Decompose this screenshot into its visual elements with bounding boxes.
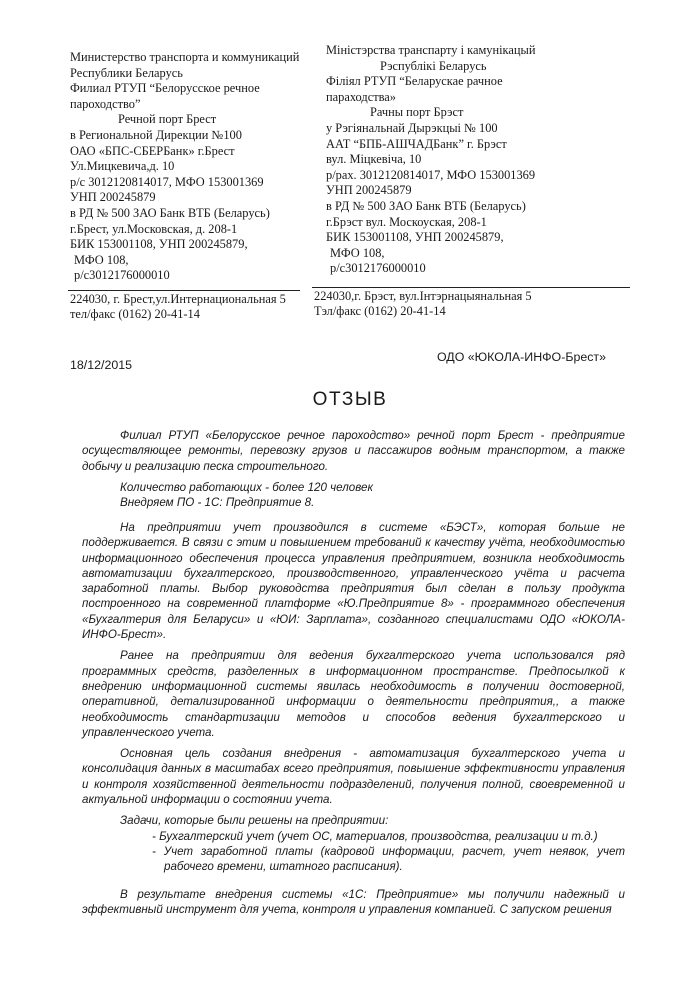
letterhead-right-line: вул. Міцкевіча, 10	[326, 152, 422, 167]
letterhead-right-line: БИК 153001108, УНП 200245879,	[326, 230, 504, 245]
body-paragraph: Внедряем ПО - 1С: Предприятие 8.	[120, 496, 315, 510]
letterhead-right-line: в РД № 500 ЗАО Банк ВТБ (Беларусь)	[326, 198, 526, 213]
letterhead-right-line: параходства»	[326, 89, 396, 104]
letterhead-left-line: БИК 153001108, УНП 200245879,	[70, 237, 248, 252]
letterhead-left-line: Филиал РТУП “Белорусское речное	[70, 81, 260, 96]
recipient: ОДО «ЮКОЛА-ИНФО-Брест»	[436, 350, 606, 364]
phone-right: Тэл/факс (0162) 20-41-14	[314, 304, 446, 318]
letterhead-left-line: в Региональной Дирекции №100	[70, 127, 242, 142]
letterhead-left-line: Республики Беларусь	[70, 65, 183, 80]
letterhead-left-line: МФО 108,	[74, 252, 129, 267]
body-block-intro	[82, 428, 625, 510]
letterhead-right-line: у Рэгіянальнай Дырэкцыі № 100	[326, 120, 498, 135]
body-block-main	[82, 520, 625, 917]
letterhead-left-line: Ул.Мицкевича,д. 10	[70, 159, 175, 174]
body-paragraph: Основная цель создания внедрения - автоматизация бухгалтерского учета и консолидация данных в масштабах всего предприятия, повышение эффективности управления и контроля хозяйственной деятельности подразделений, получения полной, своевременной и актуальной информации о состоянии учета.	[82, 747, 625, 807]
list-item: - Бухгалтерский учет (учет ОС, материалов, производства, реализации и т.д.)	[152, 829, 598, 843]
letterhead-rule-right	[312, 287, 630, 288]
body-paragraph: Задачи, которые были решены на предприятии:	[120, 814, 389, 828]
body-paragraph: В результате внедрения системы «1С: Предприятие» мы получили надежный и эффективный инструмент для учета, контроля и управления компанией. С запуском решения	[82, 887, 625, 916]
body-paragraph: Ранее на предприятии для ведения бухгалтерского учета использовался ряд программных средств, разделенных в информационном пространстве. Предпосылкой к внедрению информационной системы явилась необходимость в получении достоверной, оперативной, детализированной информации о деятельности предприятия,, а также необходимость стандартизации методов и способов ведения бухгалтерского и управленческого учета.	[82, 649, 625, 739]
letterhead-left	[70, 50, 299, 284]
letterhead-right-line: Рачны порт Брэст	[370, 105, 464, 120]
letterhead-right-line: МФО 108,	[330, 245, 385, 260]
letterhead-left-line: ОАО «БПС-СБЕРБанк» г.Брест	[70, 143, 235, 158]
letterhead-right-line: р/с3012176000010	[330, 261, 426, 276]
document-title: ОТЗЫВ	[312, 389, 388, 410]
body-paragraph: Количество работающих - более 120 человек	[120, 480, 373, 494]
letterhead-right-line: ААТ “БПБ-АШЧАДБанк” г. Брэст	[326, 136, 507, 151]
letterhead-left-line: р/с3012176000010	[74, 268, 170, 283]
letterhead-right-line: г.Брэст вул. Москоуская, 208-1	[326, 214, 487, 229]
letterhead-left-line: р/с 3012120814017, МФО 153001369	[70, 174, 264, 189]
letterhead-left-line: УНП 200245879	[70, 190, 156, 205]
body-paragraph: На предприятии учет производился в системе «БЭСТ», которая больше не поддерживается. В связи с этим и повышением требований к качеству учёта, необходимостью информационного обеспечения процесса управления предприятием, возникла необходимость автоматизации бухгалтерского, производственного, управленческого учёта и расчета заработной платы. Выбор руководства предприятия был сделан в пользу продукта построенного на современной платформе «Ю.Предприятие 8» - программного обеспечения «Бухгалтерия для Беларуси» и «ЮИ: Зарплата», созданного специалистами ОДО «ЮКОЛА-ИНФО-Брест».	[82, 521, 625, 642]
letterhead-right-line: УНП 200245879	[326, 183, 412, 198]
letterhead-left-line: в РД № 500 ЗАО Банк ВТБ (Беларусь)	[70, 205, 270, 220]
letterhead-left-line: Речной порт Брест	[118, 112, 217, 127]
body-paragraph: Филиал РТУП «Белорусское речное пароходство» речной порт Брест - предприятие осуществляющее ремонты, перевозку грузов и пассажиров водным транспортом, а также добычу и реализацию песка строительного.	[82, 429, 625, 473]
letterhead-right	[326, 43, 535, 277]
letterhead-right-line: Рэспублікі Беларусь	[380, 58, 487, 73]
document-date: 18/12/2015	[70, 358, 133, 372]
letterhead-left-line: Министерство транспорта и коммуникаций	[70, 50, 300, 64]
letterhead-left-line: пароходство”	[70, 96, 141, 111]
letterhead-right-line: Міністэрства транспарту і камунікацый	[326, 43, 536, 57]
letterhead-right-line: р/рах. 3012120814017, МФО 153001369	[326, 167, 536, 182]
phone-left: тел/факс (0162) 20-41-14	[70, 307, 200, 321]
letterhead-left-line: г.Брест, ул.Московская, д. 208-1	[70, 221, 238, 236]
address-right: 224030,г. Брэст, вул.Інтэрнацыянальная 5	[314, 289, 532, 303]
list-item: - Учет заработной платы (кадровой информации, расчет, учет неявок, учет рабочего времени, штатного расписания).	[152, 844, 625, 874]
address-left: 224030, г. Брест,ул.Интернациональная 5	[70, 292, 286, 306]
letterhead-right-line: Філіял РТУП “Беларускае рачное	[326, 74, 503, 89]
letterhead-rule-left	[68, 290, 300, 291]
